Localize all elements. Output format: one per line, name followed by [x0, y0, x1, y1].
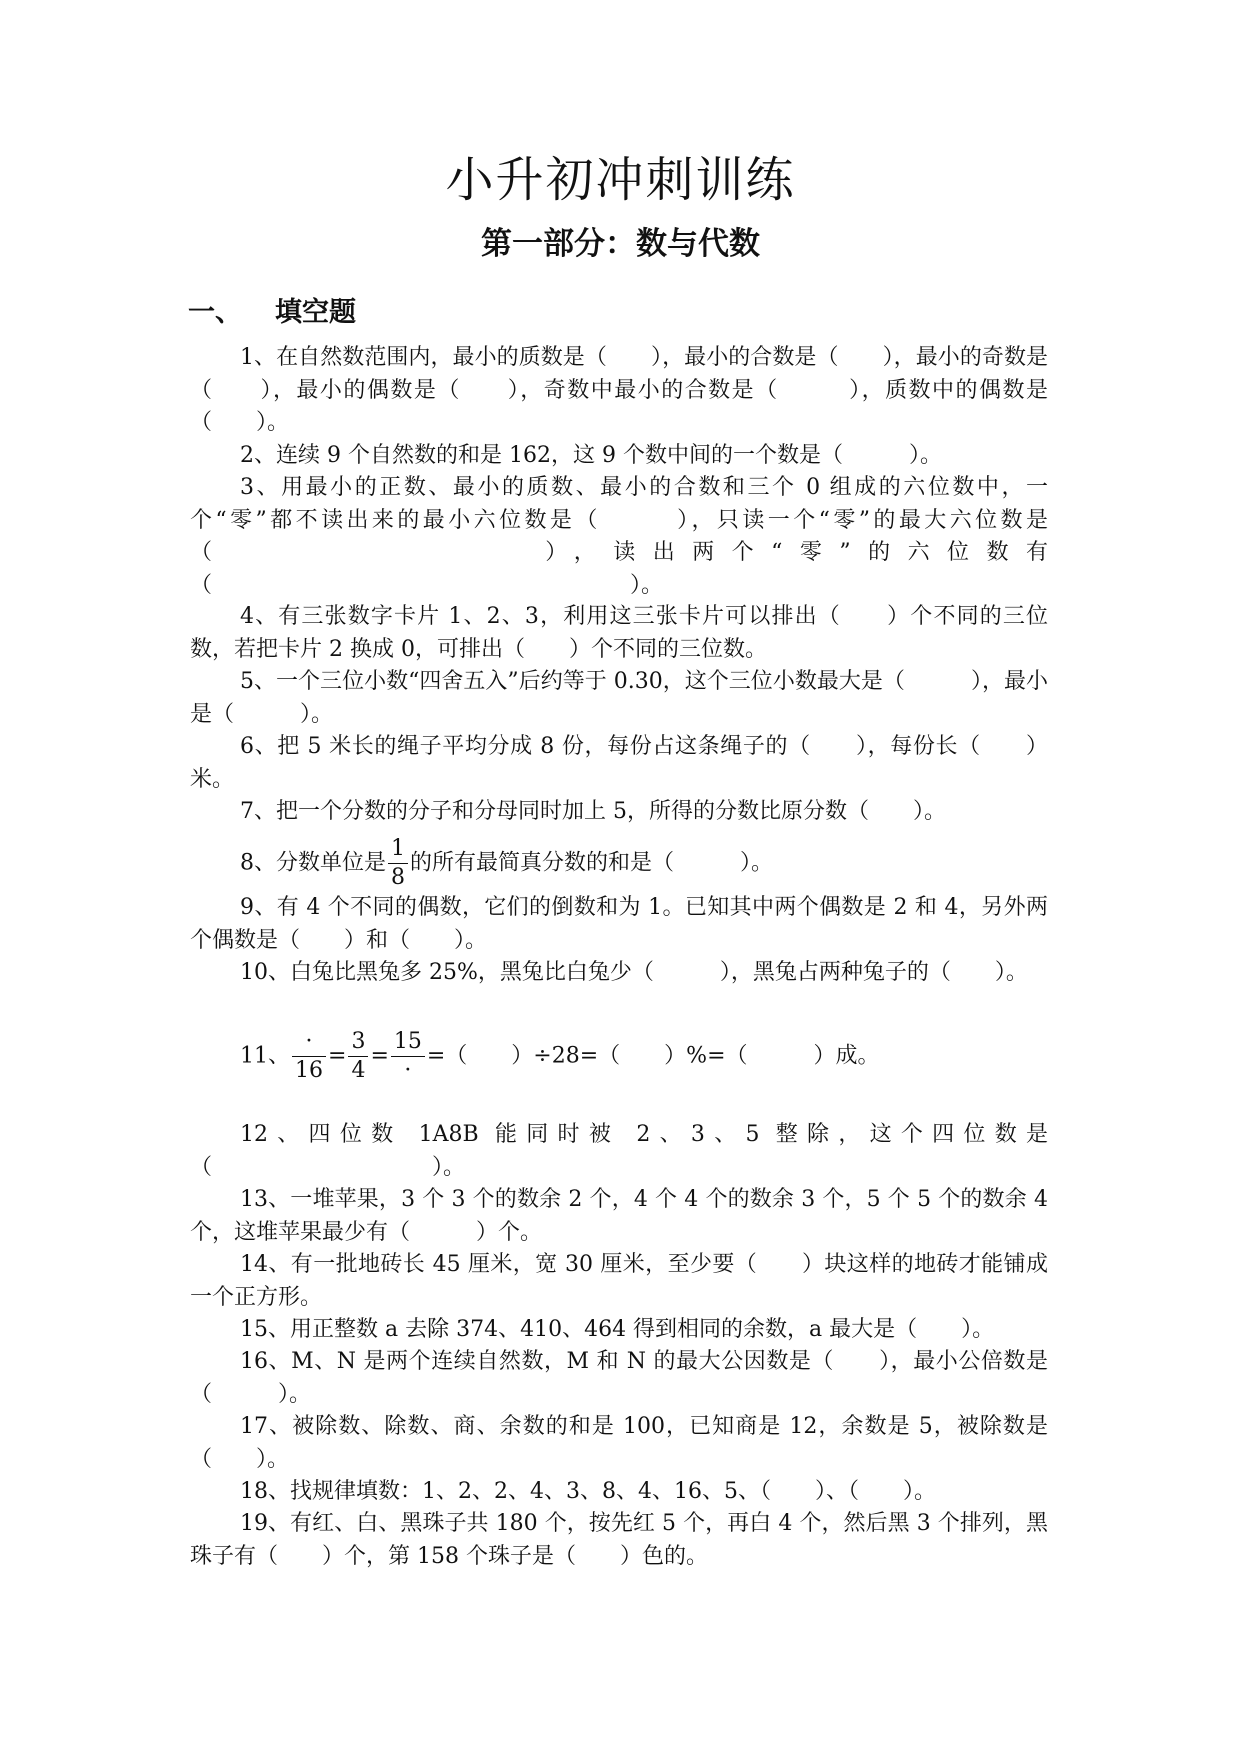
question-6: 6、把 5 米长的绳子平均分成 8 份，每份占这条绳子的（ ），每份长（ ）米。	[190, 734, 1048, 792]
fraction-denominator: 8	[388, 863, 408, 892]
question-8-text-after: 的所有最简真分数的和是（ ）。	[410, 850, 774, 876]
fraction-one-eighth	[388, 835, 408, 892]
question-18: 18、找规律填数：1、2、2、4、3、8、4、16、5、（ ）、（ ）。	[240, 1479, 936, 1504]
question-11-prefix: 11、	[240, 1043, 290, 1069]
question-2: 2、连续 9 个自然数的和是 162，这 9 个数中间的一个数是（ ）。	[240, 443, 942, 468]
question-8-text-before: 8、分数单位是	[240, 850, 386, 876]
question-17: 17、被除数、除数、商、余数的和是 100，已知商是 12，余数是 5，被除数是（ ）。	[190, 1414, 1048, 1472]
question-5: 5、一个三位小数“四舍五入”后约等于 0.30，这个三位小数最大是（ ），最小是（ ）。	[190, 669, 1048, 727]
question-4: 4、有三张数字卡片 1、2、3，利用这三张卡片可以排出（ ）个不同的三位数，若把卡片 2 换成 0，可排出（ ）个不同的三位数。	[190, 604, 1048, 662]
page-subtitle: 第一部分：数与代数	[481, 226, 760, 262]
question-3: 3、用最小的正数、最小的质数、最小的合数和三个 0 组成的六位数中，一个“零”都不读出来的最小六位数是（ ），只读一个“零”的最大六位数是（ ），读出两个“零”的六位数有（ ）。	[190, 475, 1048, 598]
question-8	[190, 835, 1048, 892]
fraction-denominator: ·	[391, 1056, 425, 1085]
fraction-numerator: 15	[393, 1029, 422, 1054]
section-heading	[188, 295, 688, 331]
question-9: 9、有 4 个不同的偶数，它们的倒数和为 1。已知其中两个偶数是 2 和 4，另外两个偶数是（ ）和（ ）。	[190, 895, 1048, 953]
section-number: 一、	[188, 297, 242, 328]
question-1: 1、在自然数范围内，最小的质数是（ ），最小的合数是（ ），最小的奇数是（ ），最小的偶数是（ ），奇数中最小的合数是（ ），质数中的偶数是（ ）。	[190, 345, 1048, 435]
question-11	[190, 1028, 1048, 1085]
question-12: 12、四位数 1A8B 能同时被 2、3、5 整除，这个四位数是（ ）。	[190, 1122, 1048, 1180]
fraction-numerator: 1	[391, 836, 405, 861]
question-19: 19、有红、白、黑珠子共 180 个，按先红 5 个，再白 4 个，然后黑 3 个排列，黑珠子有（ ）个，第 158 个珠子是（ ）色的。	[190, 1511, 1048, 1569]
fraction-three-quarters	[348, 1028, 368, 1085]
equals-sign: =	[370, 1043, 389, 1069]
equals-sign: =	[328, 1043, 347, 1069]
fraction-numerator: 3	[351, 1029, 366, 1054]
section-label: 填空题	[275, 297, 356, 328]
page-title: 小升初冲刺训练	[445, 152, 796, 208]
question-15: 15、用正整数 a 去除 374、410、464 得到相同的余数，a 最大是（ ）。	[240, 1317, 995, 1342]
fraction-numerator: ·	[305, 1029, 313, 1054]
fraction-blank-over-16	[292, 1028, 326, 1085]
question-11-tail: =（ ）÷28=（ ）%=（ ）成。	[426, 1043, 880, 1069]
question-10: 10、白兔比黑兔多 25%，黑兔比白兔少（ ），黑兔占两种兔子的（ ）。	[240, 960, 1028, 985]
question-7: 7、把一个分数的分子和分母同时加上 5，所得的分数比原分数（ ）。	[240, 799, 946, 824]
question-14: 14、有一批地砖长 45 厘米，宽 30 厘米，至少要（ ）块这样的地砖才能铺成一个正方形。	[190, 1252, 1048, 1310]
question-13: 13、一堆苹果，3 个 3 个的数余 2 个，4 个 4 个的数余 3 个，5 个 5 个的数余 4 个，这堆苹果最少有（ ）个。	[190, 1187, 1055, 1245]
fraction-denominator: 4	[348, 1056, 368, 1085]
question-16: 16、M、N 是两个连续自然数，M 和 N 的最大公因数是（ ），最小公倍数是（ ）。	[190, 1349, 1048, 1407]
fraction-denominator: 16	[292, 1056, 326, 1085]
fraction-15-over-blank	[391, 1028, 425, 1085]
